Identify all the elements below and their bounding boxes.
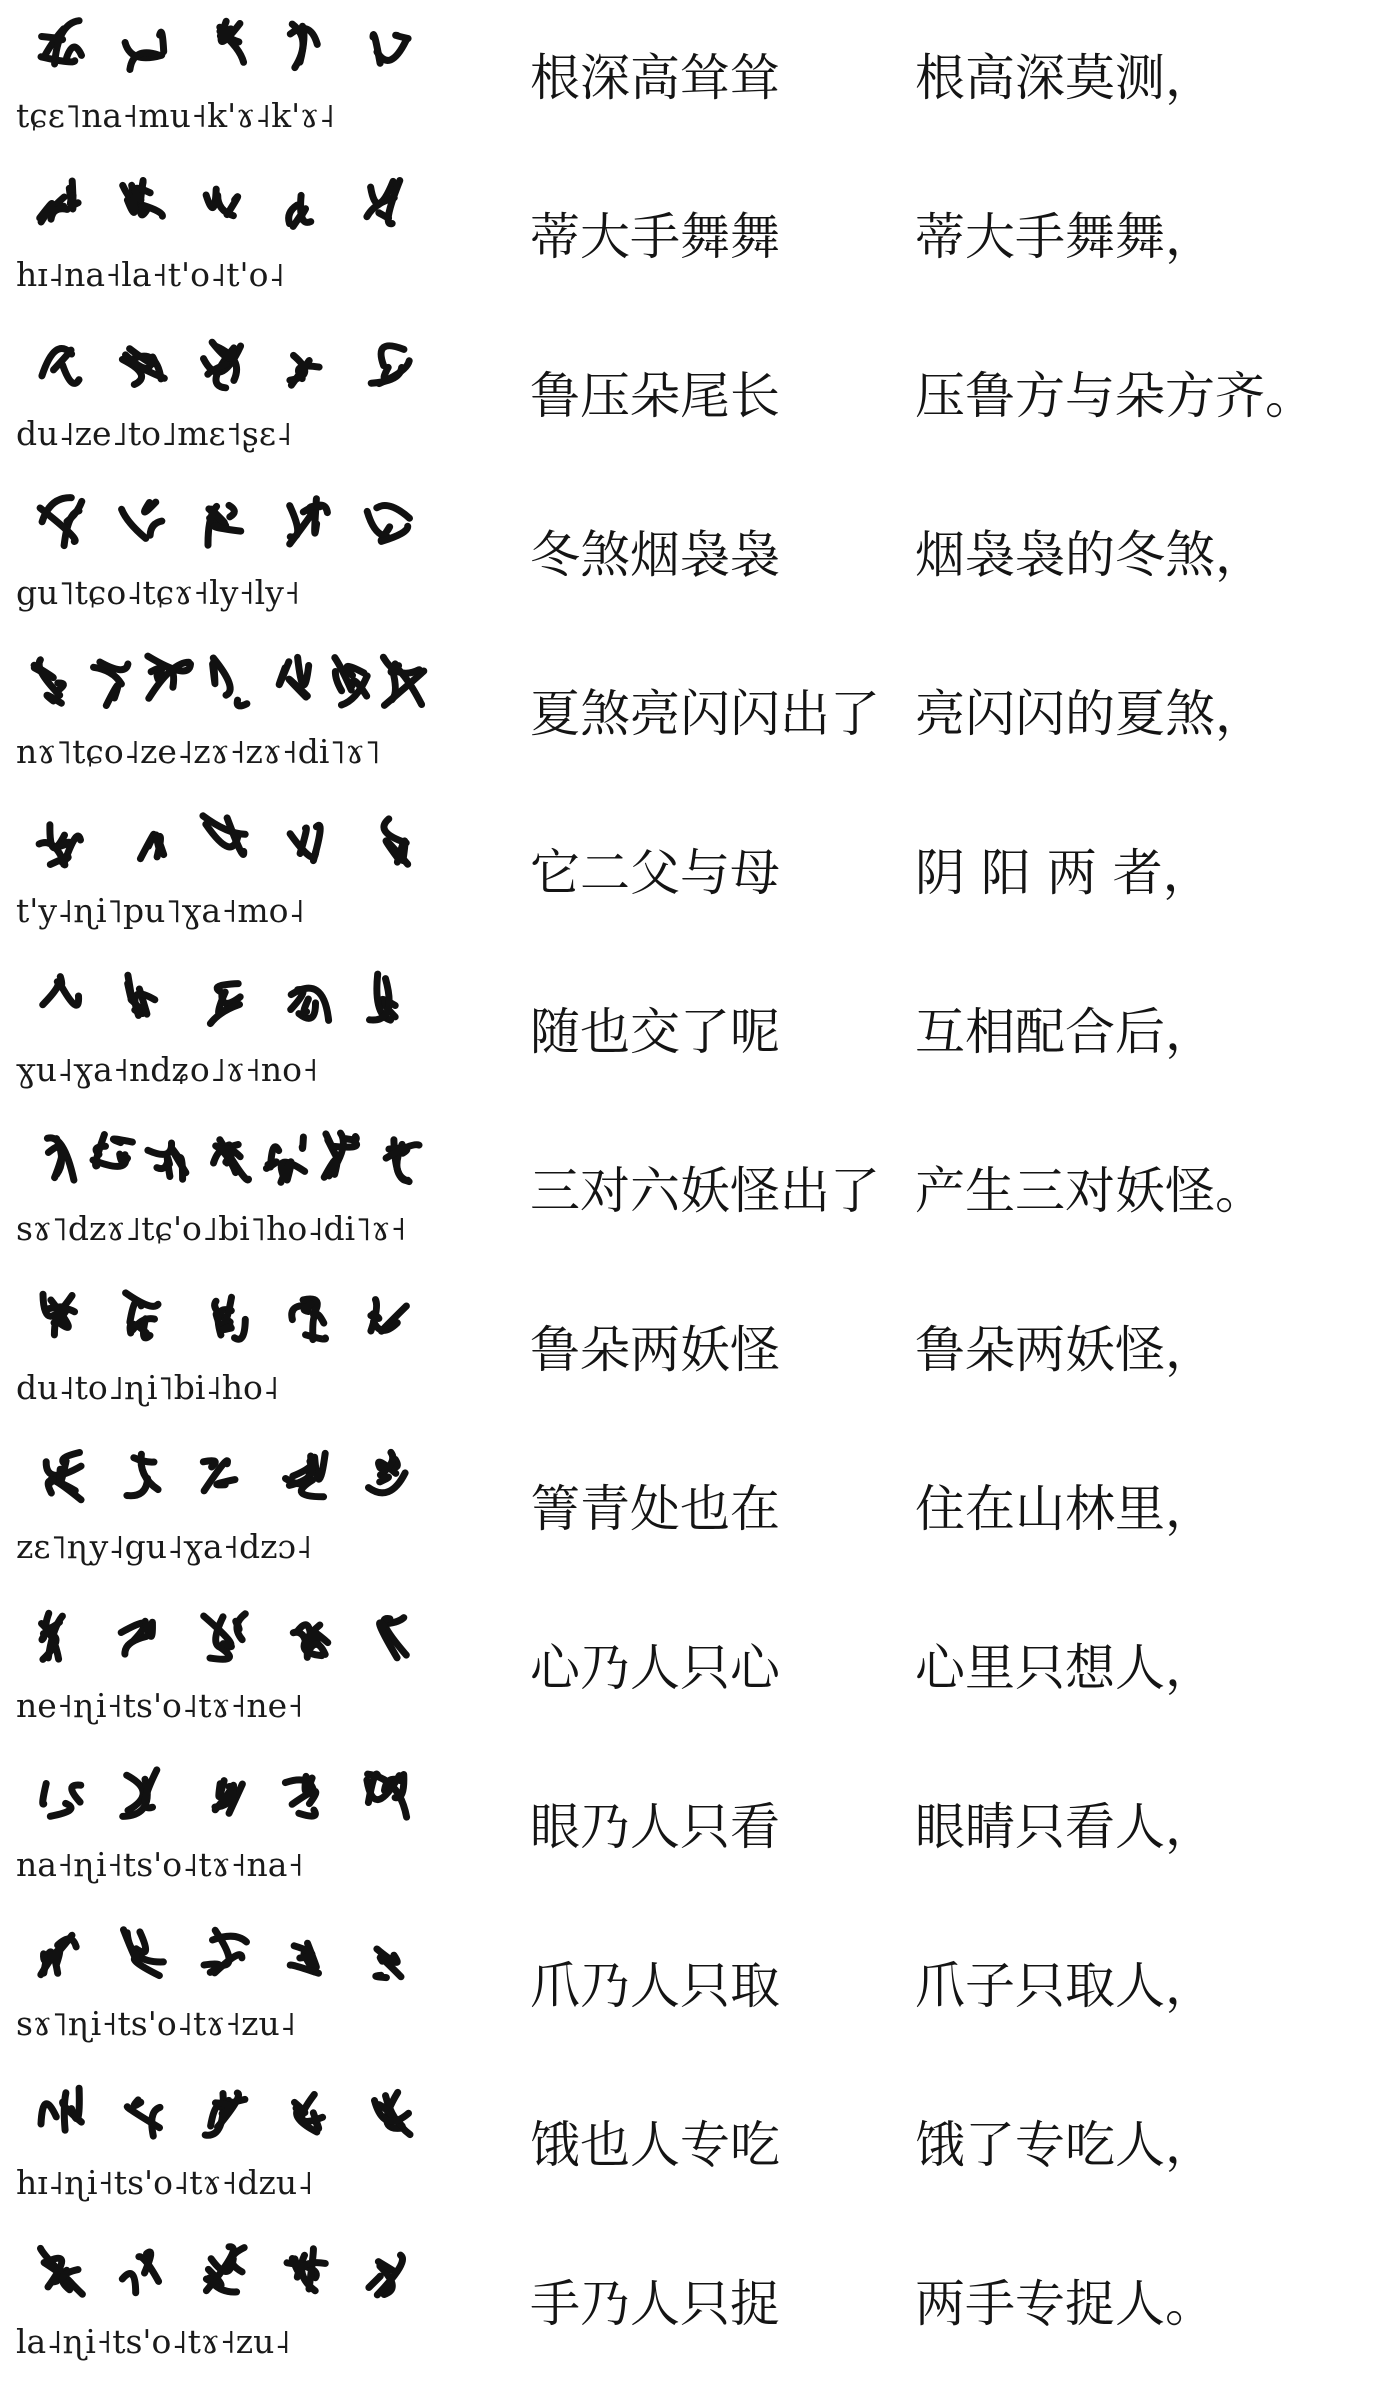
text-row [0,1910,1385,2069]
script-glyph [41,2248,83,2294]
script-column [14,1115,444,1274]
script-column [14,2069,444,2228]
script-glyph [290,24,317,68]
text-row [0,320,1385,479]
native-script-glyphs [14,8,444,86]
text-row [0,638,1385,797]
script-glyph [295,2095,323,2133]
script-glyph [122,349,164,385]
script-column [14,1751,444,1910]
native-script-glyphs [14,1439,444,1517]
literal-translation: 心乃人只心 [530,1639,780,1697]
script-glyph [293,1625,328,1658]
text-row [0,1592,1385,1751]
script-glyph [287,2249,325,2291]
text-row [0,1751,1385,1910]
script-glyph [376,1949,401,1978]
romanization-line: sɤ˥dzɤ˩tɕ'o˩bi˥ho˨di˥ɤ˧ [16,1209,407,1248]
literal-translation: 手乃人只捉 [530,2275,780,2333]
glyph-svg [14,1439,444,1517]
script-glyph [286,1453,326,1496]
script-glyph [369,2255,403,2295]
text-row [0,2069,1385,2228]
script-column [14,161,444,320]
glyph-svg [14,1598,444,1676]
native-script-glyphs [14,167,444,245]
free-translation: 鲁朵两妖怪， [915,1321,1215,1379]
free-translation: 阴 阳 两 者， [915,844,1213,902]
script-column [14,2,444,161]
script-glyph [40,498,82,546]
literal-translation: 冬煞烟袅袅 [530,526,780,584]
romanization-line: la˨ɳi˧ts'o˨tɤ˧zu˨ [16,2322,291,2361]
script-glyph [386,1140,419,1182]
script-glyph [140,834,163,858]
script-glyph [122,502,162,538]
script-glyph [205,2093,245,2135]
romanization-line: du˨ze˩to˩mɛ˦ʂɛ˨ [16,414,293,453]
romanization-line: ɣu˨ɣa˧ndʑo˩ɤ˧no˧ [16,1050,319,1089]
literal-translation: 箐青处也在 [530,1480,780,1538]
script-glyph [215,1297,246,1339]
script-glyph [206,2247,244,2292]
script-glyph [291,988,329,1020]
native-script-glyphs [14,326,444,404]
text-row [0,1115,1385,1274]
script-glyph [290,825,320,860]
script-column [14,479,444,638]
script-glyph [367,181,400,224]
free-translation: 蒂大手舞舞， [915,208,1215,266]
native-script-glyphs [14,644,444,722]
literal-translation: 爪乃人只取 [530,1957,780,2015]
glyph-svg [14,644,444,722]
script-glyph [213,658,247,706]
script-glyph [371,346,409,384]
glyph-svg [14,8,444,86]
script-glyph [206,189,238,216]
romanization-line: du˨to˩ɳi˥bi˨ho˨ [16,1368,280,1407]
text-row [0,1433,1385,1592]
script-glyph [40,181,78,222]
romanization-line: ne˧ɳi˧ts'o˨tɤ˧ne˧ [16,1686,304,1725]
literal-translation: 随也交了呢 [530,1003,780,1061]
romanization-line: nɤ˥tɕo˨ze˨zɤ˧zɤ˧di˥ɤ˥ [16,732,381,771]
script-glyph [94,662,128,706]
romanization-line: hɪ˨na˧la˧t'o˨t'o˨ [16,255,285,294]
free-translation: 心里只想人， [915,1639,1215,1697]
literal-translation: 蒂大手舞舞 [530,208,780,266]
glyph-svg [14,1280,444,1358]
script-glyph [215,1781,242,1814]
romanization-line: t'y˨ɳi˥pu˥ɣa˧mo˨ [16,891,305,930]
script-glyph [122,2252,158,2293]
script-glyph [121,1621,152,1654]
script-glyph [384,819,408,864]
free-translation: 压鲁方与朵方齐。 [915,367,1315,425]
script-glyph [290,499,328,544]
script-column [14,320,444,479]
glyph-svg [14,962,444,1040]
script-glyph [39,825,80,865]
text-row [0,161,1385,320]
glyph-svg [14,1121,444,1199]
script-glyph [266,1137,304,1182]
literal-translation: 饿也人专吃 [530,2116,780,2174]
glyph-svg [14,2234,444,2312]
script-glyph [43,1294,75,1335]
script-glyph [214,1140,249,1180]
script-glyph [285,1776,315,1816]
script-glyph [125,32,164,69]
text-row [0,797,1385,956]
free-translation: 产生三对妖怪。 [915,1162,1265,1220]
script-glyph [375,2092,411,2134]
free-translation: 互相配合后， [915,1003,1215,1061]
script-glyph [41,1935,76,1974]
script-glyph [34,660,63,703]
glyph-svg [14,803,444,881]
free-translation: 亮闪闪的夏煞， [915,685,1265,743]
script-glyph [371,1300,407,1332]
literal-translation: 它二父与母 [530,844,780,902]
native-script-glyphs [14,1280,444,1358]
free-translation: 两手专捉人。 [915,2275,1215,2333]
script-glyph [290,355,319,385]
romanization-line: na˧ɳi˧ts'o˨tɤ˧na˧ [16,1845,304,1884]
script-glyph [42,1613,63,1659]
glyph-svg [14,167,444,245]
script-glyph [380,1618,407,1658]
script-glyph [324,1133,356,1177]
romanization-line: zɛ˥ɳy˨gu˨ɣa˧dzɔ˨ [16,1527,313,1566]
script-glyph [289,195,311,226]
script-glyph [43,1784,81,1817]
literal-translation: 根深高耸耸 [530,49,780,107]
literal-translation: 鲁压朵尾长 [530,367,780,425]
script-column [14,2228,444,2387]
script-glyph [210,984,240,1024]
script-glyph [204,342,241,388]
script-glyph [279,657,309,697]
glyph-svg [14,326,444,404]
script-glyph [127,1454,158,1496]
script-glyph [43,977,79,1006]
native-script-glyphs [14,1121,444,1199]
free-translation: 住在山林里， [915,1480,1215,1538]
script-glyph [148,656,191,698]
text-row [0,2228,1385,2387]
text-row [0,479,1385,638]
romanization-line: gu˥tɕo˨tɕɤ˧ly˧ly˧ [16,573,301,612]
free-translation: 眼睛只看人， [915,1798,1215,1856]
script-glyph [369,1452,406,1492]
script-glyph [41,21,82,64]
script-glyph [204,1930,247,1973]
native-script-glyphs [14,1757,444,1835]
script-glyph [126,1293,158,1338]
romanization-line: tɕɛ˥na˧mu˧k'ɤ˨k'ɤ˨ [16,96,336,135]
native-script-glyphs [14,485,444,563]
script-glyph [128,975,155,1015]
script-glyph [220,21,244,62]
script-glyph [292,1299,326,1340]
script-glyph [46,1453,81,1500]
script-glyph [123,181,163,217]
glyph-svg [14,2075,444,2153]
literal-translation: 三对六妖怪出了 [530,1162,880,1220]
script-glyph [335,658,367,705]
script-glyph [204,1614,246,1660]
script-glyph [203,1461,235,1491]
native-script-glyphs [14,2234,444,2312]
native-script-glyphs [14,962,444,1040]
script-column [14,1910,444,2069]
native-script-glyphs [14,803,444,881]
script-glyph [47,1138,74,1180]
script-column [14,797,444,956]
script-column [14,1433,444,1592]
script-column [14,956,444,1115]
script-column [14,638,444,797]
free-translation: 烟袅袅的冬煞， [915,526,1265,584]
text-row [0,2,1385,161]
literal-translation: 夏煞亮闪闪出了 [530,685,880,743]
free-translation: 饿了专吃人， [915,2116,1215,2174]
native-script-glyphs [14,1916,444,1994]
literal-translation: 眼乃人只看 [530,1798,780,1856]
script-glyph [367,506,409,542]
literal-translation: 鲁朵两妖怪 [530,1321,780,1379]
text-row [0,1274,1385,1433]
native-script-glyphs [14,1598,444,1676]
free-translation: 爪子只取人， [915,1957,1215,2015]
native-script-glyphs [14,2075,444,2153]
free-translation: 根高深莫测， [915,49,1215,107]
script-glyph [93,1135,132,1167]
script-glyph [370,974,396,1020]
script-glyph [124,1930,164,1976]
script-glyph [383,657,423,705]
script-glyph [41,2088,81,2130]
glyph-svg [14,485,444,563]
script-glyph [203,816,245,855]
script-glyph [367,1774,407,1817]
romanization-line: hɪ˨ɳi˧ts'o˨tɤ˧dzu˨ [16,2163,314,2202]
script-glyph [290,1943,318,1973]
script-glyph [127,2100,160,2136]
glyph-svg [14,1757,444,1835]
script-glyph [373,35,408,64]
script-glyph [42,348,79,383]
text-row [0,956,1385,1115]
glyph-svg [14,1916,444,1994]
script-column [14,1592,444,1751]
script-glyph [148,1143,186,1179]
romanization-line: sɤ˥ɳi˧ts'o˨tɤ˧zu˨ [16,2004,297,2043]
script-glyph [123,1770,157,1817]
script-glyph [208,505,241,545]
script-column [14,1274,444,1433]
